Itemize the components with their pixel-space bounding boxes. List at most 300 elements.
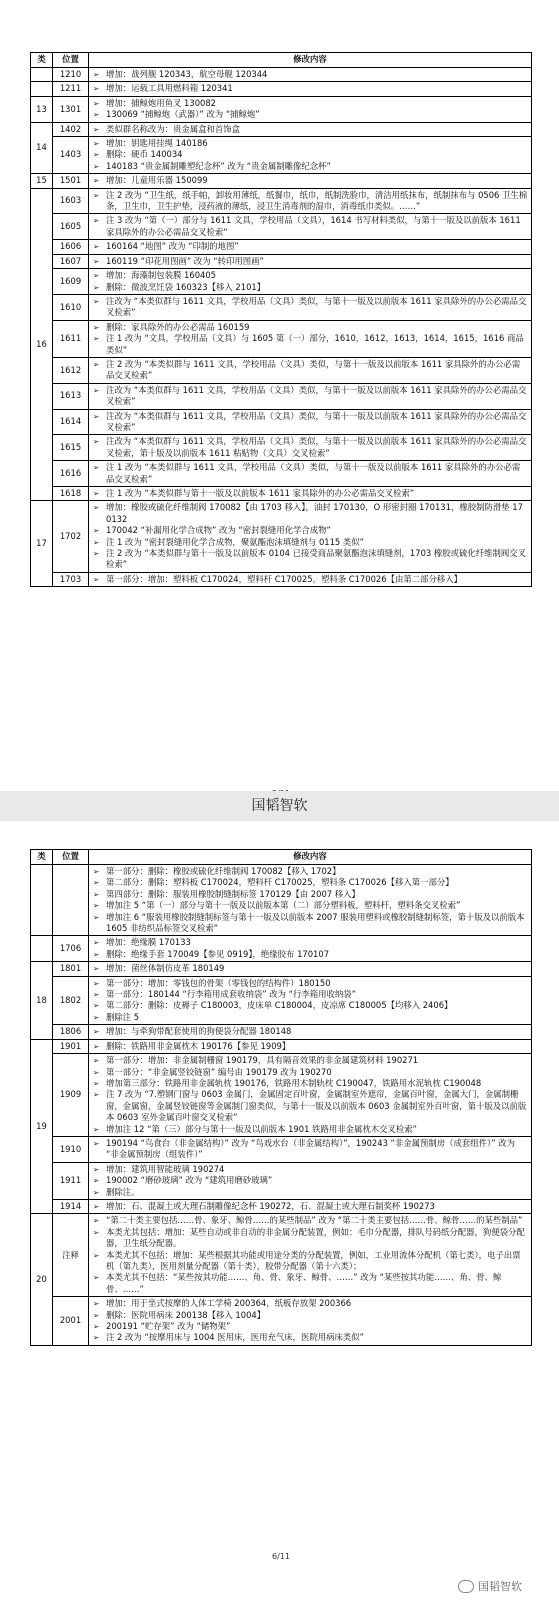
class-cell: 20	[31, 1214, 53, 1345]
item-text: 注 7 改为 “7.塑钢门窗与 0603 金属门，金属固定百叶窗，金属制室外遮帘，金属百叶窗，金属大门，金属制栅窗，金属窗，金属竖铰链窗等金属制门窗类似，与第十一版及以前版本 0603 金属制室外百叶窗，第十版及以前版本 0603 室外金属百叶窗交叉检索”	[106, 1089, 527, 1123]
arrow-bullet-icon: ➢	[93, 124, 100, 134]
position-cell: 1618	[53, 487, 89, 501]
arrow-bullet-icon: ➢	[93, 990, 100, 1000]
table-row	[31, 936, 532, 962]
position-cell: 1901	[53, 1039, 89, 1053]
position-cell: 1911	[53, 1162, 89, 1199]
table-row	[31, 294, 532, 320]
content-cell	[89, 1199, 532, 1213]
position-cell: 1914	[53, 1199, 89, 1213]
list-item	[93, 949, 528, 960]
arrow-bullet-icon: ➢	[93, 139, 100, 149]
item-text: 增加：绝缘膜 170133	[106, 937, 191, 948]
arrow-bullet-icon: ➢	[93, 84, 100, 94]
arrow-bullet-icon: ➢	[93, 878, 100, 888]
content-cell	[89, 976, 532, 1025]
arrow-bullet-icon: ➢	[93, 282, 100, 292]
wechat-icon	[458, 1580, 474, 1593]
arrow-bullet-icon: ➢	[93, 889, 100, 899]
list-item	[93, 1227, 528, 1250]
content-cell	[89, 487, 532, 501]
brand-logo: 国韬智软	[251, 798, 308, 814]
content-cell	[89, 1054, 532, 1137]
list-item	[93, 574, 528, 585]
position-cell: 1609	[53, 269, 89, 295]
list-item	[93, 1201, 528, 1212]
arrow-bullet-icon: ➢	[93, 949, 100, 959]
list-item	[93, 989, 528, 1000]
arrow-bullet-icon: ➢	[93, 867, 100, 876]
table-row	[31, 1162, 532, 1199]
item-text: 第一部分：180144 “行李箱用成套收纳袋” 改为 “行李箱用收纳袋”	[106, 989, 356, 1000]
table-row	[31, 174, 532, 188]
list-item	[93, 937, 528, 948]
list-item	[93, 1187, 528, 1198]
content-cell	[89, 96, 532, 122]
list-item	[93, 109, 528, 120]
arrow-bullet-icon: ➢	[93, 1176, 100, 1186]
table-row	[31, 487, 532, 501]
item-text: 增加：菌丝体制仿皮革 180149	[106, 963, 225, 974]
list-item	[93, 1175, 528, 1186]
item-text: 增加：橡胶或硫化纤维制阀 170082【由 1703 移入】，油封 170130，O 形密封圈 170131，橡胶制防滑垫 170132	[106, 502, 523, 524]
position-cell: 1703	[53, 572, 89, 586]
arrow-bullet-icon: ➢	[93, 161, 100, 171]
position-cell	[53, 865, 89, 936]
class-cell	[31, 936, 53, 962]
item-text: 注 2 改为 “按摩用床与 1004 医用床，医用充气床，医院用病床类似”	[106, 1332, 365, 1343]
content-cell	[89, 254, 532, 268]
item-text: 增加注 6 “服装用橡胶制缝制标签与第十一版及以前版本 2007 服装用塑料或橡胶制缝制标签，第十版及以前版本 1605 非纺织品标签交叉检索”	[106, 911, 525, 934]
content-cell	[89, 82, 532, 96]
position-cell: 1702	[53, 501, 89, 572]
content-cell	[89, 1136, 532, 1162]
arrow-bullet-icon: ➢	[93, 296, 100, 306]
list-item	[93, 98, 528, 109]
class-cell	[31, 865, 53, 936]
arrow-bullet-icon: ➢	[93, 1201, 100, 1211]
arrow-bullet-icon: ➢	[93, 1333, 100, 1343]
list-item	[93, 1138, 528, 1161]
item-text: 第二部分：删除：皮褥子 C180003，皮床单 C180004，皮凉席 C180005【均移入 2406】	[106, 1000, 453, 1011]
item-text: 增加注 12 “第（三）部分与第十一版及以前版本 1901 铁路用非金属枕木交叉检索”	[106, 1123, 417, 1134]
list-item	[93, 1164, 528, 1175]
list-item	[93, 548, 528, 571]
table-row	[31, 461, 532, 487]
document-page-5	[30, 52, 532, 587]
arrow-bullet-icon: ➢	[93, 110, 100, 120]
list-item	[93, 83, 528, 94]
position-cell: 1211	[53, 82, 89, 96]
item-text: 注改为 “本类似群与 1611 文具，学校用品（文具）类似，与第十一版及以前版本 1611 家具除外的办公必需品交叉检索”	[106, 384, 527, 407]
position-cell: 1210	[53, 68, 89, 82]
table-row	[31, 357, 532, 383]
item-text: 注 2 改为 “本类似群与第十一版及以前版本 0104 已接受商品聚氨酯泡沫填缝剂，1703 橡胶或硫化纤维制阀交叉检索”	[106, 548, 527, 570]
arrow-bullet-icon: ➢	[93, 1227, 100, 1237]
list-item	[93, 978, 528, 989]
item-text: 删除注 5	[106, 1011, 140, 1022]
position-cell: 1910	[53, 1136, 89, 1162]
content-cell	[89, 137, 532, 174]
item-text: 增加：战列舰 120343，航空母舰 120344	[106, 69, 268, 79]
item-text: 删除注。	[106, 1186, 140, 1197]
list-item	[93, 175, 528, 186]
item-text: 增加：石、混凝土或大理石制雕像纪念杯 190272，石、混凝土或大理石制奖杯 190273	[106, 1200, 435, 1211]
item-text: 注改为 “本类似群与 1611 文具，学校用品（文具）类似，与第十一版及以前版本 1611 家具除外的办公必需品交叉检索，第十版及以前版本 1611 粘贴物（文具）交叉检索”	[106, 436, 527, 458]
revision-table	[30, 849, 532, 1346]
arrow-bullet-icon: ➢	[93, 1078, 100, 1088]
arrow-bullet-icon: ➢	[93, 70, 100, 79]
arrow-bullet-icon: ➢	[93, 1250, 100, 1260]
header-class: 类	[31, 850, 53, 865]
item-text: 增加：海藻制包装膜 160405	[106, 270, 217, 281]
table-row	[31, 269, 532, 295]
position-cell: 1802	[53, 976, 89, 1025]
list-item	[93, 866, 528, 877]
list-item	[93, 1250, 528, 1273]
list-item	[93, 877, 528, 888]
table-row	[31, 320, 532, 357]
item-text: 删除：医院用病床 200138【移入 1004】	[106, 1309, 266, 1320]
arrow-bullet-icon: ➢	[93, 1187, 100, 1197]
item-text: 本类尤其不包括：增加：某些根据其功能或用途分类的分配装置，例如，工业用流体分配机（第七类），电子出票机（第九类），医用剂量分配器（第十类），胶带分配器（第十六类）；	[106, 1249, 521, 1271]
header-position: 位置	[53, 53, 89, 68]
table-row	[31, 1214, 532, 1297]
item-text: 本类尤其不包括：“某些按其功能……、角、骨、象牙、鲸骨、……” 改为 “某些按其功能……、角、骨、鲸骨、……”	[106, 1272, 502, 1294]
list-item	[93, 462, 528, 485]
content-cell	[89, 1025, 532, 1039]
content-cell	[89, 1214, 532, 1297]
arrow-bullet-icon: ➢	[93, 574, 100, 584]
watermark-text: 国韬智软	[478, 1580, 522, 1593]
watermark	[458, 1578, 522, 1594]
item-text: 注 1 改为 “本类似群与第十一版及以前版本 1611 家具除外的办公必需品交叉检索”	[106, 488, 415, 498]
list-item	[93, 963, 528, 974]
table-row	[31, 82, 532, 96]
table-row	[31, 214, 532, 240]
content-cell	[89, 501, 532, 572]
arrow-bullet-icon: ➢	[93, 1216, 100, 1226]
position-cell: 1613	[53, 383, 89, 409]
content-cell	[89, 1162, 532, 1199]
content-cell	[89, 409, 532, 435]
table-row	[31, 137, 532, 174]
arrow-bullet-icon: ➢	[93, 1090, 100, 1100]
list-item	[93, 138, 528, 149]
list-item	[93, 537, 528, 548]
item-text: 第四部分：删除：服装用橡胶制缝制标签 170129【由 2007 移入】	[106, 888, 360, 899]
list-item	[93, 889, 528, 900]
list-item	[93, 1215, 528, 1226]
position-cell: 1607	[53, 254, 89, 268]
item-text: 160164 “地图” 改为 “印制的地图”	[106, 241, 239, 252]
arrow-bullet-icon: ➢	[93, 359, 100, 369]
position-cell: 注释	[53, 1214, 89, 1297]
arrow-bullet-icon: ➢	[93, 503, 100, 513]
content-cell	[89, 936, 532, 962]
document-page-6	[30, 849, 532, 1561]
item-text: 删除：硬币 140034	[106, 149, 183, 160]
content-cell	[89, 68, 532, 82]
list-item	[93, 190, 528, 213]
content-cell	[89, 383, 532, 409]
position-cell: 1801	[53, 962, 89, 976]
item-text: 注 1 改为 “文具，学校用品（文具）与 1605 第（一）部分，1610，1612，1613，1614，1615，1616 商品类似”	[106, 333, 524, 355]
content-cell	[89, 122, 532, 136]
class-cell: 18	[31, 962, 53, 1039]
table-row	[31, 1199, 532, 1213]
arrow-bullet-icon: ➢	[93, 334, 100, 344]
arrow-bullet-icon: ➢	[93, 1138, 100, 1148]
class-cell: 19	[31, 1039, 53, 1214]
table-row	[31, 409, 532, 435]
arrow-bullet-icon: ➢	[93, 1041, 100, 1051]
arrow-bullet-icon: ➢	[93, 1067, 100, 1077]
arrow-bullet-icon: ➢	[93, 901, 100, 911]
item-text: 本类尤其包括：增加：某些自动或非自动的非金属分配装置，例如：毛巾分配器，排队号码纸分配器，狗便袋分配器，卫生纸分配器。	[106, 1226, 525, 1249]
content-cell	[89, 962, 532, 976]
list-item	[93, 333, 528, 356]
arrow-bullet-icon: ➢	[93, 1056, 100, 1066]
position-cell: 2001	[53, 1297, 89, 1346]
item-text: 第一部分：“非金属竖铰链窗” 编号由 190179 改为 190270	[106, 1066, 332, 1077]
class-cell	[31, 68, 53, 82]
item-text: “第二十类主要包括……骨、象牙、鲸骨……的某些制品” 改为 “第二十类主要包括……骨、鲸骨……的某些制品”	[106, 1215, 523, 1226]
table-row	[31, 1039, 532, 1053]
content-cell	[89, 320, 532, 357]
content-cell	[89, 174, 532, 188]
arrow-bullet-icon: ➢	[93, 964, 100, 974]
arrow-bullet-icon: ➢	[93, 1012, 100, 1022]
list-item	[93, 256, 528, 267]
item-text: 删除：铁路用非金属枕木 190176【参见 1909】	[106, 1040, 291, 1051]
table-row	[31, 383, 532, 409]
arrow-bullet-icon: ➢	[93, 216, 100, 226]
table-row	[31, 188, 532, 214]
item-text: 130069 “捕鲸炮（武器）” 改为 “捕鲸炮”	[106, 109, 260, 120]
item-text: 增加：运载工具用燃料箱 120341	[106, 83, 233, 94]
position-cell: 1606	[53, 240, 89, 254]
item-text: 注改为 “本类似群与 1611 文具，学校用品（文具）类似，与第十一版及以前版本 1611 家具除外的办公必需品交叉检索”	[106, 295, 527, 318]
arrow-bullet-icon: ➢	[93, 385, 100, 395]
item-text: 增加：与牵狗带配套使用的狗便袋分配器 180148	[106, 1026, 292, 1037]
arrow-bullet-icon: ➢	[93, 411, 100, 421]
arrow-bullet-icon: ➢	[93, 1027, 100, 1037]
list-item	[93, 282, 528, 293]
table-row	[31, 254, 532, 268]
table-row	[31, 1025, 532, 1039]
arrow-bullet-icon: ➢	[93, 98, 100, 108]
content-cell	[89, 357, 532, 383]
class-cell	[31, 82, 53, 96]
header-position: 位置	[53, 850, 89, 865]
item-text: 删除：绝缘手套 170049【参见 0919】，绝缘胶布 170107	[106, 948, 330, 959]
table-row	[31, 1054, 532, 1137]
list-item	[93, 1026, 528, 1037]
list-item	[93, 1272, 528, 1295]
content-cell	[89, 240, 532, 254]
revision-table	[30, 52, 532, 587]
item-text: 第一部分：增加：非金属制栅窗 190179，具有隔音效果的非金属建筑材料 190271	[106, 1055, 419, 1066]
position-cell: 1806	[53, 1025, 89, 1039]
position-cell: 1403	[53, 137, 89, 174]
item-text: 增加：儿童用乐器 150099	[106, 175, 208, 186]
list-item	[93, 436, 528, 459]
arrow-bullet-icon: ➢	[93, 190, 100, 200]
item-text: 200191 “贮存架” 改为 “储物架”	[106, 1321, 231, 1332]
item-text: 删除：家具除外的办公必需品 160159	[106, 321, 250, 332]
table-row	[31, 501, 532, 572]
arrow-bullet-icon: ➢	[93, 1164, 100, 1174]
arrow-bullet-icon: ➢	[93, 978, 100, 988]
list-item	[93, 502, 528, 525]
position-cell: 1501	[53, 174, 89, 188]
list-item	[93, 1321, 528, 1332]
position-cell: 1605	[53, 214, 89, 240]
item-text: 增加：用于坐式按摩的人体工学椅 200364，纸板存放架 200366	[106, 1298, 352, 1309]
class-cell: 15	[31, 174, 53, 188]
arrow-bullet-icon: ➢	[93, 1124, 100, 1134]
list-item	[93, 525, 528, 536]
item-text: 注 3 改为 “第（一）部分与 1611 文具，学校用品（文具），1614 书写材料类似，与第十一版及以前版本 1611 家具除外的办公必需品交叉检索”	[106, 215, 521, 237]
item-text: 190194 “鸟食台（非金属结构）” 改为 “鸟戏水台（非金属结构）”，190243 “非金属预制房（成套组件）” 改为 “非金属预制房（组装件）”	[106, 1137, 515, 1160]
item-text: 注 2 改为 “卫生纸，纸手帕，卸妆用薄纸，纸餐巾，纸巾，纸制洗脸巾，清洁用纸抹布，纸制抹布与 0506 卫生棉条，卫生巾，卫生护垫，浸药液的薄纸，浸卫生消毒剂的湿巾，消毒纸巾类似。……”	[106, 189, 528, 212]
item-text: 第一部分：增加：塑料板 C170024，塑料杆 C170025，塑料条 C170026【由第二部分移入】	[106, 573, 462, 584]
page-number: 6/11	[272, 1552, 290, 1561]
content-cell	[89, 294, 532, 320]
item-text: 删除：微波烹饪袋 160323【移入 2101】	[106, 281, 266, 292]
content-cell	[89, 572, 532, 586]
list-item	[93, 149, 528, 160]
list-item	[93, 161, 528, 172]
list-item	[93, 215, 528, 238]
content-cell	[89, 461, 532, 487]
list-item	[93, 1055, 528, 1066]
item-text: 第一部分：增加：零钱包的骨架（零钱包的结构件）180150	[106, 977, 331, 988]
item-text: 第二部分：删除：塑料板 C170024，塑料杆 C170025，塑料条 C170026【移入第一部分】	[106, 877, 454, 888]
position-cell: 1615	[53, 435, 89, 461]
list-item	[93, 69, 528, 80]
arrow-bullet-icon: ➢	[93, 549, 100, 559]
table-row	[31, 240, 532, 254]
arrow-bullet-icon: ➢	[93, 526, 100, 536]
position-cell: 1610	[53, 294, 89, 320]
item-text: 增加：捕鲸炮用鱼叉 130082	[106, 97, 217, 108]
item-text: 注 2 改为 “本类似群与 1611 文具，学校用品（文具）类似，与第十一版及以前版本 1611 家具除外的办公必需品交叉检索”	[106, 358, 521, 381]
content-cell	[89, 214, 532, 240]
list-item	[93, 411, 528, 434]
table-row	[31, 1136, 532, 1162]
item-text: 注 1 改为 “密封裂缝用化学合成物，聚氨酯泡沫填缝剂与 0115 类似”	[106, 536, 365, 547]
arrow-bullet-icon: ➢	[93, 271, 100, 281]
content-cell	[89, 188, 532, 214]
arrow-bullet-icon: ➢	[93, 537, 100, 547]
item-text: 190002 “磨砂玻璃” 改为 “建筑用磨砂玻璃”	[106, 1175, 273, 1186]
header-class: 类	[31, 53, 53, 68]
list-item	[93, 241, 528, 252]
list-item	[93, 1298, 528, 1309]
item-text: 170042 “补漏用化学合成物” 改为 “密封裂缝用化学合成物”	[106, 525, 331, 536]
position-cell: 1402	[53, 122, 89, 136]
list-item	[93, 322, 528, 333]
list-item	[93, 359, 528, 382]
arrow-bullet-icon: ➢	[93, 1299, 100, 1309]
list-item	[93, 1124, 528, 1135]
arrow-bullet-icon: ➢	[93, 1322, 100, 1332]
list-item	[93, 488, 528, 499]
list-item	[93, 1041, 528, 1052]
arrow-bullet-icon: ➢	[93, 256, 100, 266]
position-cell: 1706	[53, 936, 89, 962]
content-cell	[89, 1039, 532, 1053]
table-row	[31, 435, 532, 461]
arrow-bullet-icon: ➢	[93, 938, 100, 948]
arrow-bullet-icon: ➢	[93, 912, 100, 922]
item-text: 160119 “印花用图画” 改为 “转印用图画”	[106, 255, 264, 266]
list-item	[93, 1089, 528, 1123]
position-cell: 1301	[53, 96, 89, 122]
item-text: 增加：建筑用智能玻璃 190274	[106, 1163, 225, 1174]
item-text: 注 1 改为 “本类似群与 1611 文具，学校用品（文具）类似，与第十一版及以前版本 1611 家具除外的办公必需品交叉检索”	[106, 462, 521, 484]
item-text: 第一部分：删除：橡胶或硫化纤维制阀 170082【移入 1702】	[106, 866, 341, 876]
list-item	[93, 1000, 528, 1011]
class-cell: 14	[31, 122, 53, 174]
item-text: 增加注 5 “第（一）部分与第十一版及以前版本第（二）部分塑料板，塑料杆，塑料条交叉检索”	[106, 900, 461, 911]
arrow-bullet-icon: ➢	[93, 1310, 100, 1320]
item-text: 增加第三部分：铁路用非金属轨枕 190176，铁路用木制轨枕 C190047，铁路用水泥轨枕 C190048	[106, 1077, 482, 1088]
table-row	[31, 68, 532, 82]
table-row	[31, 976, 532, 1025]
list-item	[93, 296, 528, 319]
header-content: 修改内容	[89, 850, 532, 865]
list-item	[93, 1332, 528, 1343]
arrow-bullet-icon: ➢	[93, 150, 100, 160]
table-row	[31, 865, 532, 936]
list-item	[93, 124, 528, 135]
arrow-bullet-icon: ➢	[93, 322, 100, 332]
table-row	[31, 122, 532, 136]
arrow-bullet-icon: ➢	[93, 1001, 100, 1011]
table-row	[31, 1297, 532, 1346]
arrow-bullet-icon: ➢	[93, 242, 100, 252]
position-cell: 1614	[53, 409, 89, 435]
table-row	[31, 96, 532, 122]
content-cell	[89, 435, 532, 461]
position-cell: 1611	[53, 320, 89, 357]
content-cell	[89, 1297, 532, 1346]
table-row	[31, 962, 532, 976]
class-cell: 17	[31, 501, 53, 587]
class-cell: 16	[31, 188, 53, 501]
item-text: 增加：钥匙用挂绳 140186	[106, 138, 208, 149]
position-cell: 1616	[53, 461, 89, 487]
item-text: 类似群名称改为：贵金属盒和首饰盒	[106, 123, 240, 134]
arrow-bullet-icon: ➢	[93, 489, 100, 498]
item-text: 注改为 “本类似群与 1611 文具，学校用品（文具）类似，与第十一版及以前版本 1611 家具除外的办公必需品交叉检索”	[106, 410, 527, 432]
list-item	[93, 1012, 528, 1023]
item-text: 140183 “贵金属制雕塑纪念杯” 改为 “贵金属制雕像纪念杯”	[106, 160, 331, 171]
position-cell: 1603	[53, 188, 89, 214]
list-item	[93, 385, 528, 408]
position-cell: 1909	[53, 1054, 89, 1137]
content-cell	[89, 269, 532, 295]
list-item	[93, 1310, 528, 1321]
list-item	[93, 1078, 528, 1089]
list-item	[93, 1067, 528, 1078]
list-item	[93, 912, 528, 935]
arrow-bullet-icon: ➢	[93, 176, 100, 186]
header-content: 修改内容	[89, 53, 532, 68]
